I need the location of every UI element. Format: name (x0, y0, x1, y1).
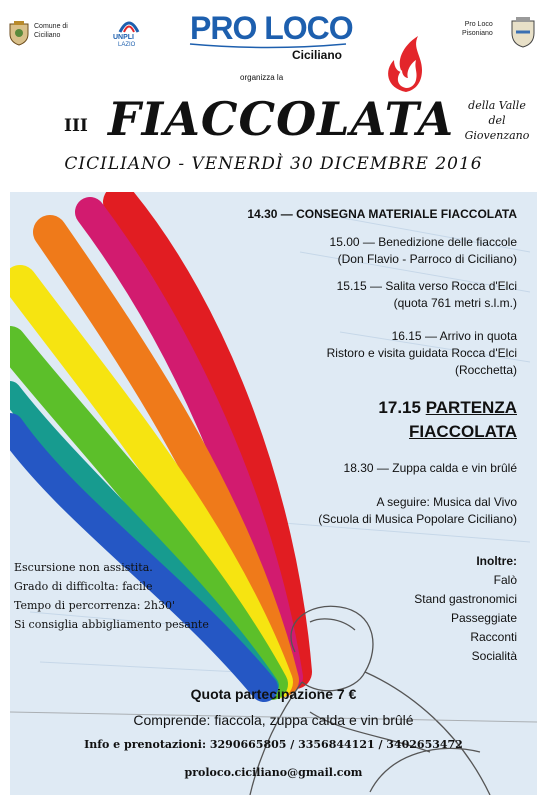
schedule-1430 (247, 206, 517, 223)
valle-subtitle: della Valle del Giovenzano (464, 99, 530, 142)
extras-item: Socialità (471, 649, 517, 663)
partenza-label: PARTENZA (425, 398, 517, 417)
unpli-label: UNPLI (113, 34, 134, 41)
schedule-item: 14.30 — CONSEGNA MATERIALE FIACCOLATA (247, 207, 517, 221)
schedule-1500 (330, 234, 517, 268)
proloco-subtitle: Ciciliano (292, 48, 343, 62)
schedule-item: (Don Flavio - Parroco di Ciciliano) (337, 252, 517, 266)
extras-heading: Inoltre: (476, 554, 517, 568)
contact-email[interactable]: proloco.ciciliano@gmail.com (184, 766, 363, 779)
schedule-item: Ristoro e visita guidata Rocca d'Elci (326, 346, 517, 360)
schedule-1515 (337, 278, 517, 312)
comune-ciciliano-label: Comune di Ciciliano (34, 23, 68, 39)
event-dateline: CICILIANO - VENERDÌ 30 DICEMBRE 2016 (64, 154, 483, 174)
fiaccolata-label: FIACCOLATA (409, 422, 517, 441)
extras-item: Stand gastronomici (414, 592, 517, 606)
schedule-1615 (327, 328, 517, 379)
schedule-item: 15.15 — Salita verso Rocca d'Elci (336, 279, 517, 293)
excursion-info (14, 558, 209, 634)
comune-ciciliano-crest-icon (8, 20, 30, 46)
poster-illustration (10, 192, 537, 795)
schedule-item: (Rocchetta) (454, 363, 517, 377)
proloco-pisoniano-crest-icon (510, 16, 536, 48)
unpli-sub-label: LAZIO (118, 42, 136, 48)
schedule-1830 (344, 460, 517, 477)
info-line: Grado di difficolta: facile (14, 580, 153, 593)
flame-icon (382, 34, 428, 94)
organizza-text: organizza la (240, 73, 284, 82)
info-line: Si consiglia abbigliamento pesante (14, 618, 209, 631)
proloco-title: PRO LOCO (190, 10, 353, 46)
extras-item: Passeggiate (450, 611, 517, 625)
schedule-item: 16.15 — Arrivo in quota (391, 329, 517, 343)
price-text: Quota partecipazione 7 € (190, 686, 357, 702)
schedule-1715 (378, 396, 517, 444)
schedule-item: (quota 761 metri s.l.m.) (393, 296, 517, 310)
schedule-item: A seguire: Musica dal Vivo (376, 495, 517, 509)
schedule-item: (Scuola di Musica Popolare Ciciliano) (318, 512, 517, 526)
unpli-logo-icon (116, 14, 142, 36)
extras-item: Racconti (470, 630, 517, 644)
schedule-music (318, 494, 517, 528)
edition-roman: III (64, 116, 88, 136)
schedule-item: 15.00 — Benedizione delle fiaccole (329, 235, 517, 249)
includes-text: Comprende: fiaccola, zuppa calda e vin brûlé (133, 712, 414, 728)
info-line: Escursione non assistita. (14, 561, 153, 574)
schedule-item: 18.30 — Zuppa calda e vin brûlé (343, 461, 517, 475)
extras-item: Falò (493, 573, 517, 587)
event-title: FIACCOLATA (108, 92, 455, 146)
partenza-time: 17.15 (378, 398, 421, 417)
extras-list (414, 552, 517, 666)
info-line: Tempo di percorrenza: 2h30' (14, 599, 176, 612)
proloco-pisoniano-label: Pro Loco Pisoniano (462, 21, 493, 37)
contact-phones: Info e prenotazioni: 3290665805 / 3356844121 / 3402653472 (84, 738, 463, 751)
